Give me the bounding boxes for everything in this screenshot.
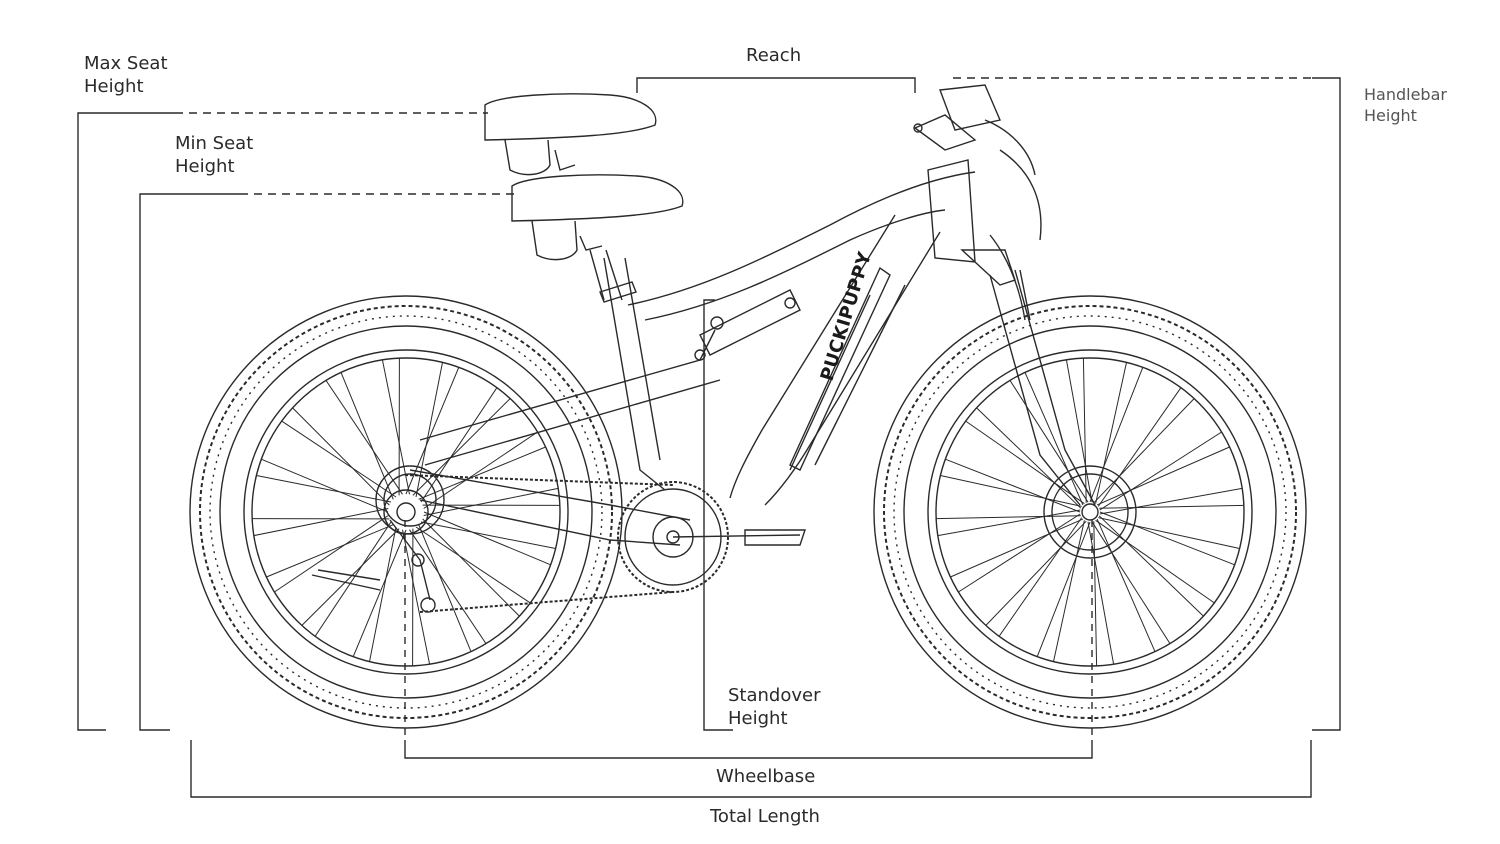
wheelbase-label bbox=[716, 765, 815, 788]
max-seat-height-label-line2: Height bbox=[84, 76, 144, 97]
spoke bbox=[274, 516, 388, 593]
spoke bbox=[261, 459, 388, 512]
front-wheel bbox=[874, 296, 1306, 728]
spoke bbox=[936, 516, 1081, 519]
spoke bbox=[416, 362, 443, 497]
standover-height-label-line1: Standover bbox=[728, 685, 821, 706]
max-seat-height-label bbox=[84, 52, 168, 98]
standover-height-label bbox=[728, 684, 821, 730]
min-seat-height-label bbox=[175, 132, 253, 178]
frame-brand-text: PUCKIPUPPY bbox=[816, 249, 876, 384]
spoke bbox=[1100, 488, 1242, 514]
spoke bbox=[1096, 520, 1215, 603]
spoke bbox=[1098, 518, 1239, 549]
max-seat-height-label-line1: Max Seat bbox=[84, 53, 168, 74]
spoke bbox=[1037, 522, 1090, 657]
spoke bbox=[1097, 447, 1230, 505]
spoke bbox=[293, 408, 390, 505]
spoke bbox=[1096, 362, 1127, 503]
spoke bbox=[341, 372, 393, 499]
frame bbox=[410, 150, 1041, 545]
spoke bbox=[1097, 519, 1155, 652]
spoke bbox=[1066, 360, 1092, 502]
handlebar-height-label-line2: Height bbox=[1364, 106, 1417, 125]
spoke bbox=[1099, 505, 1244, 508]
handlebar bbox=[914, 85, 1035, 175]
reach-bracket bbox=[637, 78, 915, 93]
spoke bbox=[1099, 516, 1203, 616]
spoke bbox=[958, 514, 1080, 592]
spoke bbox=[419, 447, 546, 499]
min-seat-height-label-line2: Height bbox=[175, 156, 235, 177]
wheelbase-label-text: Wheelbase bbox=[716, 766, 816, 787]
spoke bbox=[1054, 520, 1085, 661]
spoke bbox=[1092, 522, 1170, 644]
spoke bbox=[1010, 380, 1088, 502]
spoke bbox=[938, 510, 1080, 536]
seat-min-position bbox=[512, 175, 683, 302]
spoke bbox=[353, 530, 406, 657]
spoke bbox=[945, 459, 1080, 512]
spoke bbox=[1094, 521, 1097, 666]
spoke bbox=[950, 519, 1083, 577]
spoke bbox=[423, 519, 520, 616]
spoke bbox=[424, 432, 538, 509]
handlebar-height-label bbox=[1364, 84, 1447, 126]
spoke bbox=[1094, 399, 1194, 503]
spoke bbox=[986, 521, 1086, 625]
spoke bbox=[999, 518, 1082, 637]
reach-label-text: Reach bbox=[746, 45, 802, 66]
spoke bbox=[1083, 358, 1086, 503]
brake-disc bbox=[1044, 466, 1136, 558]
spoke bbox=[302, 529, 399, 626]
spoke bbox=[977, 408, 1081, 508]
spoke bbox=[370, 527, 397, 662]
total-length-label bbox=[710, 805, 820, 828]
spoke bbox=[410, 530, 487, 644]
min-seat-height-label-line1: Min Seat bbox=[175, 133, 254, 154]
standover-height-label-line2: Height bbox=[728, 708, 788, 729]
spoke bbox=[1090, 367, 1143, 502]
spoke bbox=[1098, 388, 1181, 507]
spoke bbox=[326, 380, 403, 494]
spoke bbox=[256, 476, 391, 503]
standover-height-bracket bbox=[704, 300, 733, 730]
front-fork bbox=[962, 250, 1095, 505]
spoke bbox=[424, 512, 551, 565]
rear-wheel bbox=[190, 296, 622, 728]
spoke bbox=[966, 421, 1085, 504]
spoke bbox=[254, 509, 388, 536]
spoke bbox=[1100, 512, 1235, 565]
spoke bbox=[266, 525, 393, 577]
spoke bbox=[1100, 432, 1222, 510]
spoke bbox=[403, 530, 430, 665]
spoke bbox=[1025, 372, 1083, 505]
seat-max-position bbox=[485, 94, 656, 175]
total-length-label-text: Total Length bbox=[710, 806, 820, 827]
handlebar-height-label-line1: Handlebar bbox=[1364, 85, 1447, 104]
spoke bbox=[421, 522, 556, 549]
reach-label bbox=[746, 44, 801, 67]
